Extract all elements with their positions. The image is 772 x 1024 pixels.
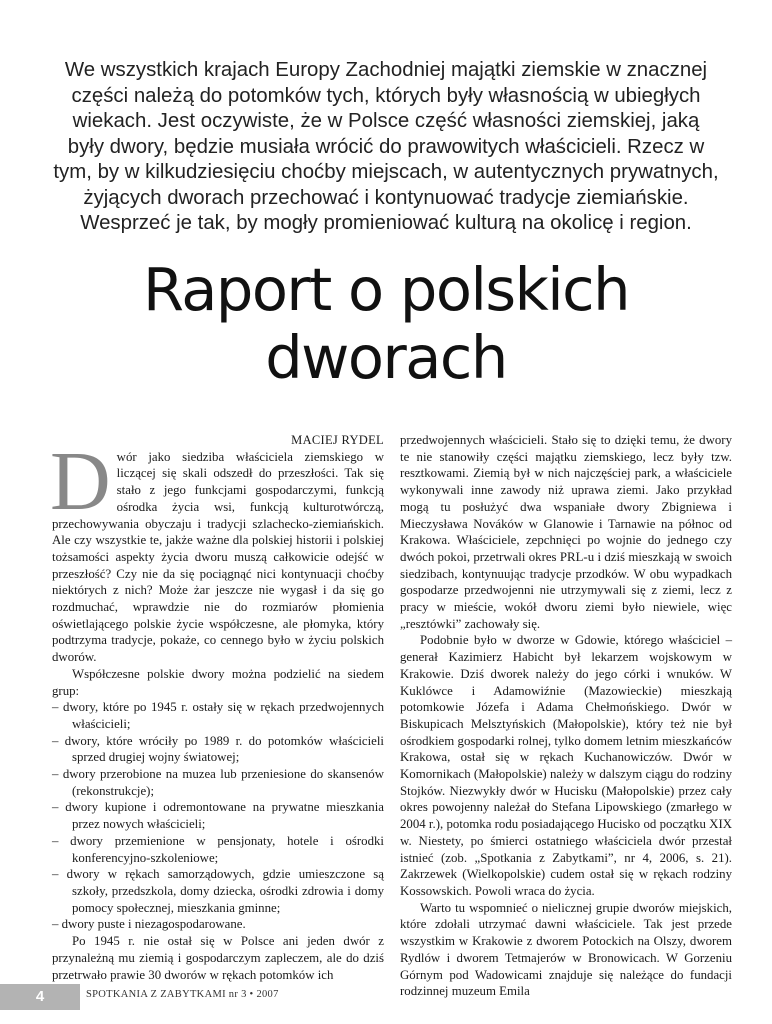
continued-paragraph: przedwojennych właścicieli. Stało się to dzięki temu, że dwory te nie stanowiły części majątku ziemskiego, lecz były tzw. resztkowami. Ziemią był w nich najczęściej park, a właściciele wykonywali inne zawody niż uprawa ziemi. Jako przykład mogą tu posłużyć dwa wspaniałe dwory Zbigniewa i Mieczysława Nováków w Glanowie i Tarnawie na północ od Krakowa. Właściciele, zepchnięci po wojnie do jednego czy dwóch pokoi, przetrwali okres PRL-u i dziś mieszkają w swoich siedzibach, kontynuując tradycje przodków. W obu wypadkach gospodarze przedwojenni nie utrzymywali się z ziemi, lecz z pracy w mieście, wokół dworu ziemi było niewiele, więc „resztówki” zachowały się. — [400, 433, 732, 631]
list-item: – dwory przerobione na muzea lub przeniesione do skansenów (rekonstrukcje); — [52, 767, 384, 798]
article-title: Raport o polskich dworach — [143, 255, 629, 392]
list-item: – dwory kupione i odremontowane na prywatne mieszkania przez nowych właścicieli; — [52, 800, 384, 832]
opening-paragraph-text: wór jako siedziba właściciela ziemskiego w liczącej się skali odszedł do przeszłości. Tak się stało z jego funkcjami gospodarczymi, funkcją ośrodka życia wsi, funkcją kulturotwórczą, przechowywania obyczaju i tradycji szlachecko-ziemiańskich. Ale czy wszystkie te, jakże ważne dla polskiej historii i polskiej tożsamości aspekty życia dworu muszą całkowicie odejść w przeszłość? Czy nie da się pociągnąć nici kontynuacji choćby niektórych z nich? Może żar jeszcze nie wygasł i da się go rozdmuchać, wprawdzie nie do rozmiarów płomienia oświetlającego polskie życie współczesne, ale płomyka, który podtrzyma tradycje, pokaże, co cennego było w życiu polskich dworów. — [52, 449, 384, 665]
page-footer — [0, 984, 772, 1010]
list-item: – dwory, które po 1945 r. ostały się w rękach przedwojennych właścicieli; — [52, 700, 384, 731]
author-name: MACIEJ RYDEL — [291, 433, 384, 447]
left-column — [52, 432, 384, 983]
right-column — [400, 432, 732, 1000]
page-number: 4 — [0, 984, 80, 1010]
lead-paragraph: We wszystkich krajach Europy Zachodniej majątki ziemskie w znacznej części należą do potomków tych, których były własnością w ubiegłych wiekach. Jest oczywiste, że w Polsce część własności ziemskiej, jaką były dwory, będzie musiała wrócić do prawowitych właścicieli. Rzecz w tym, by w kilkudziesięciu choćby miejscach, w autentycznych prywatnych, żyjących dworach przechować i kontynuować tradycje ziemiańskie. Wesprzeć je tak, by mogły promieniować kulturą na okolicę i region. — [53, 59, 719, 234]
gdow-paragraph: Podobnie było w dworze w Gdowie, którego właściciel – generał Kazimierz Habicht był lekarzem wojskowym w Krakowie. Dziś dworek należy do jego córki i wnuków. W Kuklówce i Adamowiźnie (Mazowieckie) mieszkają potomkowie Józefa i Adama Chełmońskiego. Dwór w Biskupicach Melsztyńskich (Małopolskie), który też nie był ośrodkiem gospodarki rolnej, tylko domem letnim mieszkańców Krakowa, ostał się w rękach Kuchanowiczów. Dwór w Komornikach (Małopolskie) należy w dalszym ciągu do rodziny Stojków. Niezwykły dwór w Hucisku (Małopolskie) przez cały okres powojenny należał do Stefana Lipowskiego (zmarłego w 2004 r.), potomka rodu posiadającego Hucisko od początku XIX w. Niestety, po śmierci ostatniego właściciela dwór przestał istnieć (zob. „Spotkania z Zabytkami”, nr 4, 2006, s. 21). Zakrzewek (Wielkopolskie) cudem ostał się w rękach rodziny Kossowskich. Powoli wraca do życia. — [400, 633, 732, 898]
list-item: – dwory, które wróciły po 1989 r. do potomków właścicieli sprzed drugiej wojny światowej; — [52, 733, 384, 765]
list-item: – dwory puste i niezagospodarowane. — [52, 917, 246, 932]
urban-manors-paragraph: Warto tu wspomnieć o nielicznej grupie dworów miejskich, które zdołali utrzymać dawni właściciele. Tak jest przede wszystkim w Krakowie z dworem Potockich na Olszy, dworem Rydlów i dworem Tetmajerów w Bronowicach. W Gorzeniu Górnym pod Wadowicami znajduje się należące do fundacji rodzinnej muzeum Emila — [400, 900, 732, 999]
list-item: – dwory w rękach samorządowych, gdzie umieszczone są szkoły, przedszkola, domy dziecka, ośrodki zdrowia i domy pomocy społecznej, mieszkania gminne; — [52, 867, 384, 915]
journal-name: SPOTKANIA Z ZABYTKAMI nr 3 • 2007 — [86, 989, 279, 1000]
postwar-paragraph: Po 1945 r. nie ostał się w Polsce ani jeden dwór z przynależną mu ziemią i gospodarczym zapleczem, ale do dziś przetrwało prawie 30 dworów w rękach potomków ich — [52, 934, 384, 982]
list-item: – dwory przemienione w pensjonaty, hotele i ośrodki konferencyjno-szkoleniowe; — [52, 833, 384, 865]
drop-cap: D — [50, 434, 111, 528]
groups-intro-paragraph: Współczesne polskie dwory można podzielić na siedem grup: — [52, 666, 384, 698]
